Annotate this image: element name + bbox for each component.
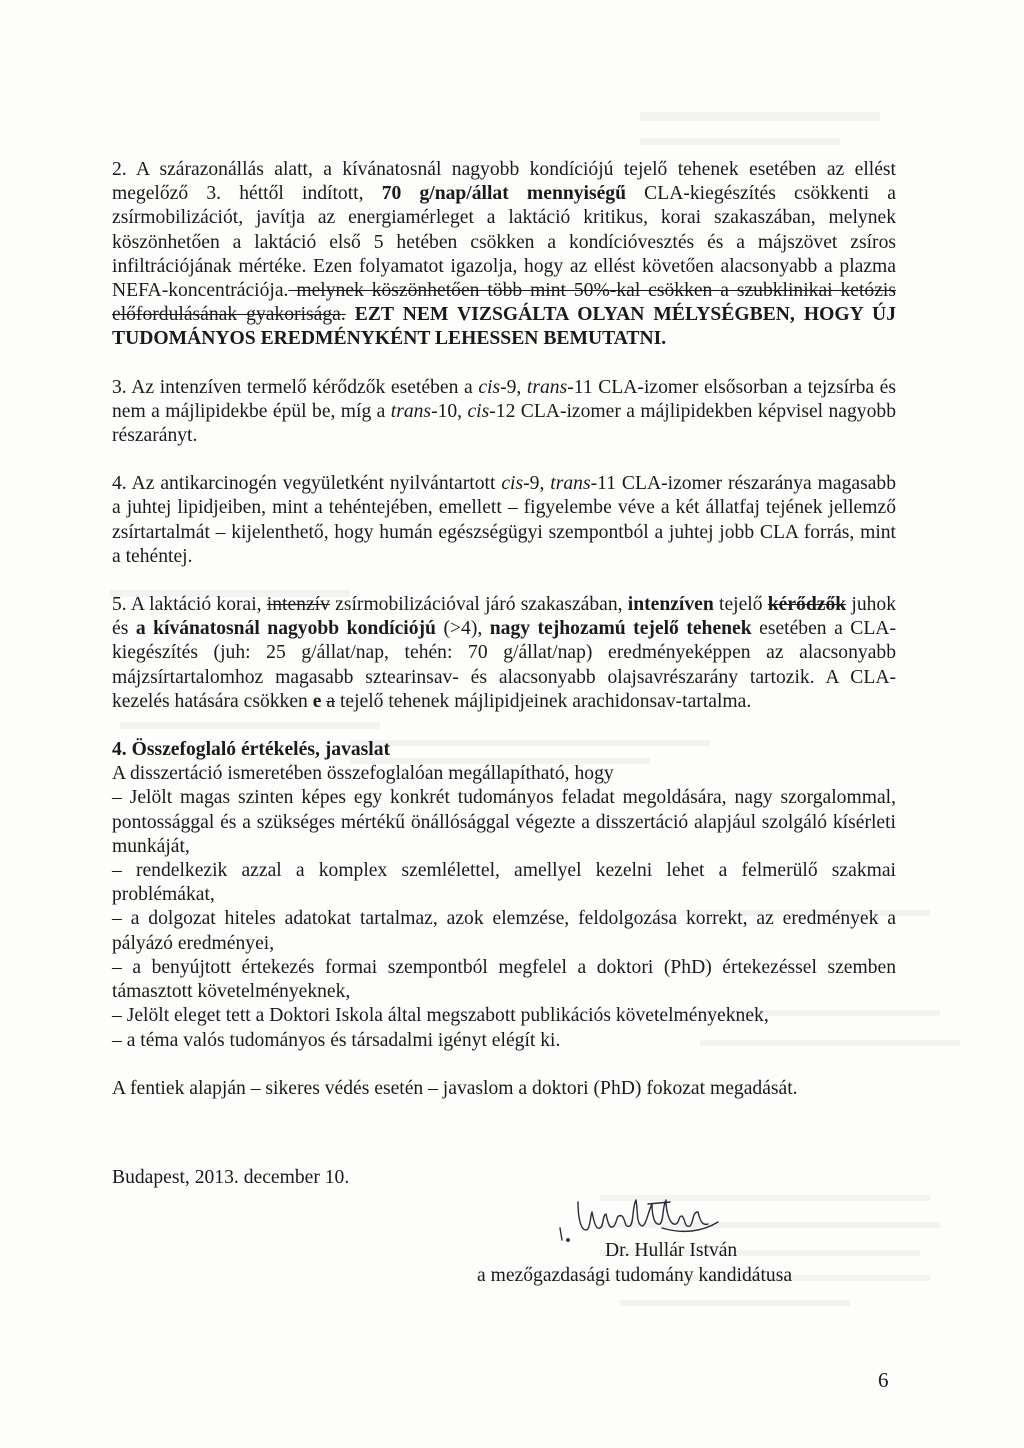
summary-bullet: – a téma valós tudományos és társadalmi igényt elégít ki.: [112, 1029, 561, 1051]
place-date: Budapest, 2013. december 10.: [112, 1167, 350, 1188]
summary-bullet: – a benyújtott értekezés formai szempontból megfelel a doktori (PhD) értekezéssel szemben támasztott követelményeknek,: [112, 956, 896, 1003]
conclusion: A fentiek alapján – sikeres védés esetén – javaslom a doktori (PhD) fokozat megadását.: [112, 1077, 798, 1099]
finding-4: 4. Az antikarcinogén vegyületként nyilvántartott cis-9, trans-11 CLA-izomer részaránya magasabb a juhtej lipidjeiben, mint a tehéntejében, emellett – figyelembe véve a két állatfaj tejének jellemző zsírtartalmát – kijelenthető, hogy humán egészségügyi szempontból a juhtej jobb CLA forrás, mint a tehéntej.: [112, 473, 897, 567]
finding-2: 2. A szárazonállás alatt, a kívánatosnál nagyobb kondíciójú tejelő tehenek esetében az ellést megelőző 3. héttől indított, 70 g/nap/állat mennyiségű CLA-kiegészítés csökkenti a zsírmobilizációt, javítja az energiamérleget a laktáció kritikus, korai szakaszában, melynek köszönhetően a laktáció első 5 hetében csökken a kondícióvesztés és a májszövet zsíros infiltrációjának mértéke. Ezen folyamatot igazolja, hogy az ellést követően alacsonyabb a plazma NEFA-koncentrációja. melynek köszönhetően több mint 50%-kal csökken a szubklinikai ketózis előfordulásának gyakorisága. EZT NEM VIZSGÁLTA OLYAN MÉLYSÉGBEN, HOGY ÚJ TUDOMÁNYOS EREDMÉNYKÉNT LEHESSEN BEMUTATNI.: [112, 159, 896, 350]
signer-name: Dr. Hullár István: [605, 1240, 738, 1261]
summary-bullet: – rendelkezik azzal a komplex szemlélettel, amellyel kezelni lehet a felmerülő szakmai problémákat,: [112, 860, 896, 906]
summary-intro: A disszertáció ismeretében összefoglalóan megállapítható, hogy: [112, 763, 614, 785]
summary-bullet: – Jelölt eleget tett a Doktori Iskola által megszabott publikációs követelményeknek,: [112, 1005, 769, 1027]
summary-bullet: – Jelölt magas szinten képes egy konkrét tudományos feladat megoldására, nagy szorgalommal, pontossággal és a szükséges mértékű önállósággal végezte a disszertáció alapjául szolgáló kísérleti munkáját,: [112, 787, 896, 857]
review-body: [112, 158, 896, 1101]
summary-heading: 4. Összefoglaló értékelés, javaslat: [112, 739, 391, 761]
summary-bullet: – a dolgozat hiteles adatokat tartalmaz, azok elemzése, feldolgozása korrekt, az eredmények a pályázó eredményei,: [112, 908, 896, 954]
signer-title: a mezőgazdasági tudomány kandidátusa: [477, 1265, 793, 1286]
finding-3: 3. Az intenzíven termelő kérődzők esetében a cis-9, trans-11 CLA-izomer elsősorban a tejzsírba és nem a májlipidekbe épül be, míg a trans-10, cis-12 CLA-izomer a májlipidekben képvisel nagyobb részarányt.: [112, 376, 897, 447]
page-number: 6: [878, 1368, 889, 1392]
finding-5: 5. A laktáció korai, intenzív zsírmobilizációval járó szakaszában, intenzíven tejelő kérődzők juhok és a kívánatosnál nagyobb kondíciójú (>4), nagy tejhozamú tejelő tehenek esetében a CLA-kiegészítés (juh: 25 g/állat/nap, tehén: 70 g/állat/nap) eredményeképpen az alacsonyabb májzsírtartalomhoz magasabb sztearinsav- és alacsonyabb olajsavrészarány tartozik. A CLA-kezelés hatására csökken e a tejelő tehenek májlipidjeinek arachidonsav-tartalma.: [112, 594, 897, 712]
